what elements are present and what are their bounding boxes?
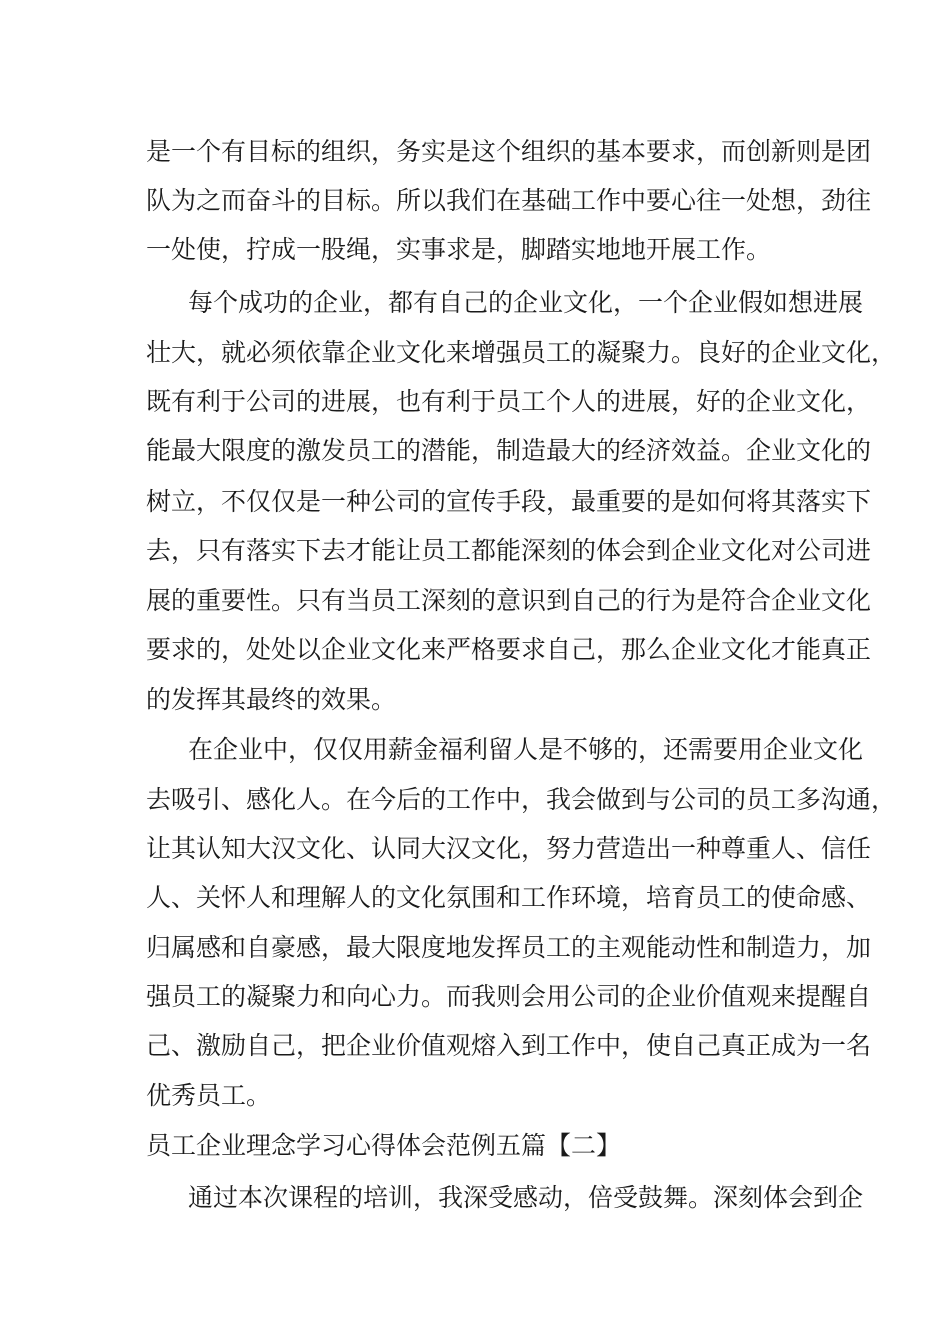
paragraph-first-line: 每个成功的企业，都有自己的企业文化，一个企业假如想进展	[188, 288, 864, 317]
text-line: 归属感和自豪感，最大限度地发挥员工的主观能动性和制造力，加	[146, 933, 872, 962]
text-line: 优秀员工。	[146, 1081, 272, 1110]
text-line: 能最大限度的激发员工的潜能，制造最大的经济效益。企业文化的	[146, 436, 872, 465]
text-line: 既有利于公司的进展，也有利于员工个人的进展，好的企业文化，	[146, 387, 872, 416]
text-line: 队为之而奋斗的目标。所以我们在基础工作中要心往一处想，劲往	[146, 186, 872, 215]
text-line: 人、关怀人和理解人的文化氛围和工作环境，培育员工的使命感、	[146, 883, 872, 912]
text-line: 是一个有目标的组织，务实是这个组织的基本要求，而创新则是团	[146, 137, 872, 166]
text-line: 强员工的凝聚力和向心力。而我则会用公司的企业价值观来提醒自	[146, 982, 872, 1011]
text-line: 展的重要性。只有当员工深刻的意识到自己的行为是符合企业文化	[146, 586, 872, 615]
text-line: 去，只有落实下去才能让员工都能深刻的体会到企业文化对公司进	[146, 536, 872, 565]
text-line: 要求的，处处以企业文化来严格要求自己，那么企业文化才能真正	[146, 635, 872, 664]
text-line: 己、激励自己，把企业价值观熔入到工作中，使自己真正成为一名	[146, 1031, 872, 1060]
section-heading: 员工企业理念学习心得体会范例五篇【二】	[146, 1131, 622, 1160]
text-line: 一处使，拧成一股绳，实事求是，脚踏实地地开展工作。	[146, 235, 772, 264]
paragraph-first-line: 在企业中，仅仅用薪金福利留人是不够的，还需要用企业文化	[188, 735, 864, 764]
text-line: 让其认知大汉文化、认同大汉文化，努力营造出一种尊重人、信任	[146, 834, 872, 863]
text-line: 树立，不仅仅是一种公司的宣传手段，最重要的是如何将其落实下	[146, 487, 872, 516]
paragraph-first-line: 通过本次课程的培训，我深受感动，倍受鼓舞。深刻体会到企	[188, 1183, 864, 1212]
text-line: 壮大，就必须依靠企业文化来增强员工的凝聚力。良好的企业文化，	[146, 338, 897, 367]
text-line: 的发挥其最终的效果。	[146, 685, 397, 714]
text-line: 去吸引、感化人。在今后的工作中，我会做到与公司的员工多沟通，	[146, 785, 897, 814]
